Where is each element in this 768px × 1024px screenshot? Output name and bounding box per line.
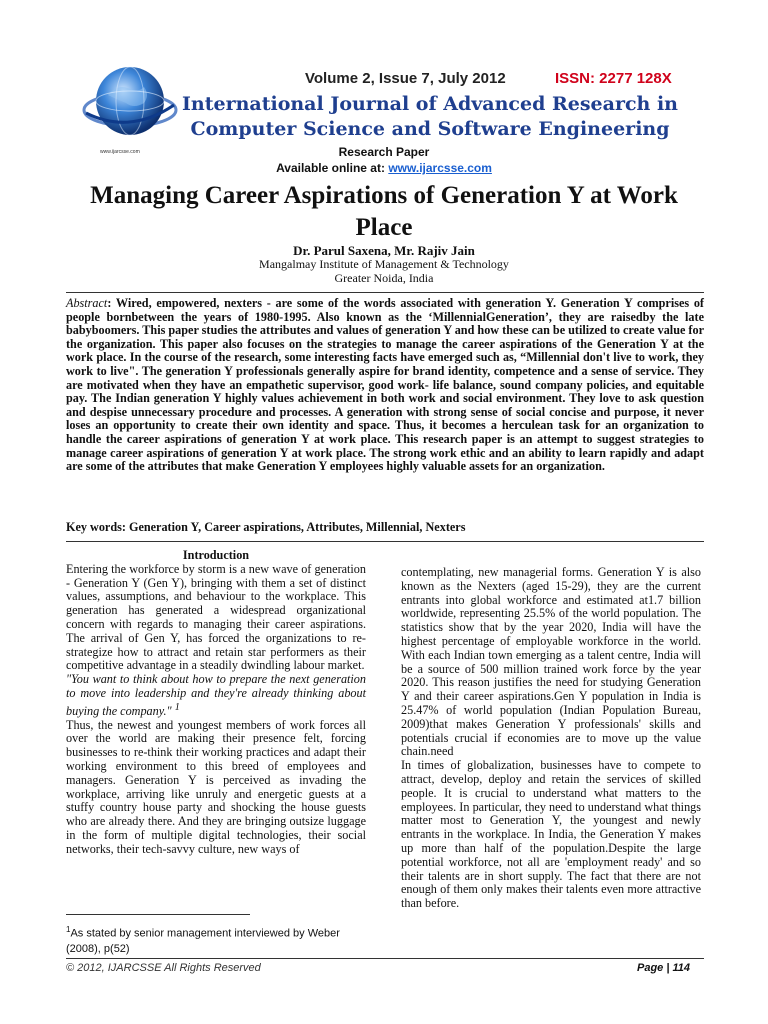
paragraph: contemplating, new managerial forms. Generation Y is also known as the Nexters (aged 15-29), they are the current entrants into global workforce and estimated at1.7 billion worldwide, representing 25.5% of the world population. The statistics show that by the year 2020, India will have the highest percentage of employable workforce in the world. With each Indian town emerging as a talent centre, India will be a source of 500 million trained work force by the year 2020. This reason justifies the need for studying Generation Y and their career aspirations.Gen Y population in India is 25.47% of world population (Indian Population Bureau, 2009)that makes Generation Y professionals' skills and potentials crucial if economies are to move up the value chain.need	[401, 565, 701, 759]
journal-link[interactable]: www.ijarcsse.com	[388, 161, 492, 175]
abstract-text: : Wired, empowered, nexters - are some of the words associated with generation Y. Generation Y comprises of people bornbetween the years of 1980-1995. Also known as the ‘MillennialGeneration’, they are raisedby the late babyboomers. This paper studies the attributes and values of generation Y and how these can be utilized to create value for the organization. This paper also focuses on the strategies to manage the career aspirations of the Generation Y at the work place. In the course of the research, some interesting facts have emerged such as, “Millennial don't live to work, they work to live". The generation Y professionals generally aspire for brand identity, competence and a sense of service. They are motivated when they have an empathetic supervisor, good work- life balance, sound company policies, and equitable pay. The Indian generation Y highly values achievement in both work and social environment. They love to ask question and despise unnecessary procedure and processes. A generation with strong sense of social concise and purpose, it never loses an opportunity to create their own identity and space. Thus, it becomes a herculean task for an organization to handle the career aspirations of generation Y at work place. This research paper is an attempt to suggest strategies to manage career aspirations of generation Y at work place. The strong work ethic and an ability to learn rapidly and adapt are some of the attributes that make Generation Y employees highly valuable assets for an organization.	[66, 296, 704, 474]
column-right	[401, 566, 701, 911]
volume-issue: Volume 2, Issue 7, July 2012	[305, 70, 506, 87]
affiliation	[0, 257, 768, 285]
paragraph: In times of globalization, businesses have to compete to attract, develop, deploy and retain the services of skilled people. It is crucial to understand what matters to the employees. In particular, they need to understand what things matter most to Generation Y, the youngest and newly entrants in the workplace. In India, the Generation Y makes up more than half of the population.Despite the large potential workforce, not all are 'employment ready' and so their talents are in short supply. The fact that there are not enough of them only makes their talents even more attractive than before.	[401, 758, 701, 911]
location: Greater Noida, India	[334, 271, 434, 285]
column-left	[66, 549, 366, 857]
quote	[66, 673, 366, 718]
page-number: Page | 114	[637, 962, 691, 974]
available-label: Available online at:	[276, 161, 389, 175]
footnote	[66, 922, 366, 957]
footer-rule	[66, 958, 704, 959]
journal-name-line2: Computer Science and Software Engineering	[190, 118, 670, 140]
abstract-label: Abstract	[66, 296, 108, 310]
footnote-text: As stated by senior management interviewed by Weber (2008), p(52)	[66, 927, 340, 955]
keywords-rule	[66, 541, 704, 542]
footnote-ref: 1	[174, 701, 180, 713]
copyright: © 2012, IJARCSSE All Rights Reserved	[66, 962, 261, 974]
journal-name-line1: International Journal of Advanced Research in	[182, 93, 678, 115]
institution: Mangalmay Institute of Management & Technology	[259, 257, 509, 271]
issn: ISSN: 2277 128X	[555, 70, 672, 87]
paragraph: Entering the workforce by storm is a new wave of generation - Generation Y (Gen Y), bringing with them a set of distinct values, assumptions, and behaviour to the workplace. This generation has generated a widespread organizational concern with regards to managing their career aspirations. The arrival of Gen Y, has forced the organizations to re-strategize how to attract and retain star performers as their competitive advantage in a steadily dwindling labour market.	[66, 561, 366, 673]
authors: Dr. Parul Saxena, Mr. Rajiv Jain	[293, 243, 475, 258]
keywords: Key words: Generation Y, Career aspirations, Attributes, Millennial, Nexters	[66, 520, 466, 534]
paragraph: Thus, the newest and youngest members of work forces all over the world are making their presence felt, forcing businesses to re-think their working practices and adapt their working environment to this breed of employees and managers. Generation Y is perceived as invading the workplace, arriving like unruly and energetic guests at a stuffy country house party and shocking the house guests who are already there. And they are bringing outsize luggage in the form of multiple digital technologies, their social networks, their tech-savvy culture, new ways of	[66, 717, 366, 856]
abstract	[66, 297, 704, 474]
abstract-top-rule	[66, 292, 704, 293]
section-heading-introduction: Introduction	[182, 548, 250, 562]
paper-type: Research Paper	[338, 145, 430, 159]
available-online	[0, 161, 768, 175]
logo-caption: www.ijarcsse.com	[100, 149, 140, 155]
footnote-number: 1	[66, 925, 71, 934]
footnote-rule	[66, 914, 250, 915]
quote-text: "You want to think about how to prepare the next generation to move into leadership and they're already thinking about buying the company."	[66, 672, 366, 718]
paper-title: Managing Career Aspirations of Generation Y at Work Place	[90, 182, 678, 241]
